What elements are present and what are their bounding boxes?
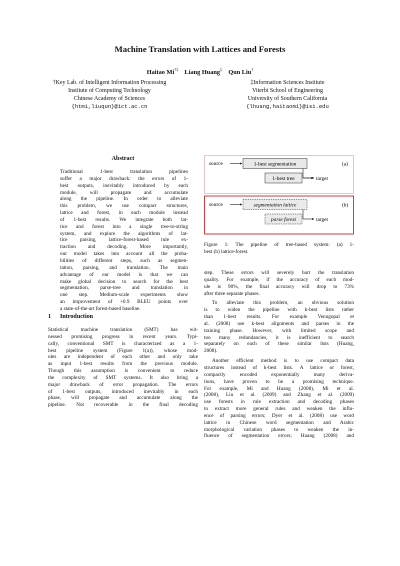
text-line: step. These errors will severely hurt the translation <box>204 270 354 276</box>
section-number: 1 <box>48 314 52 320</box>
text-line: is to widen the pipeline with k-best lists rather <box>204 307 354 314</box>
text-line: 2008). <box>204 348 218 355</box>
text-line: this problem, we use compact structures, <box>60 203 188 210</box>
affiliation-right <box>200 80 375 111</box>
source-label-b: source <box>209 202 223 208</box>
abstract-body <box>60 169 188 313</box>
text-line: best pipeline system (Figure 1(a)), whose mod- <box>48 347 198 354</box>
figure-caption <box>204 242 354 256</box>
text-line: make global decision to search for the best <box>60 278 188 285</box>
text-line: Statistical machine translation (SMT) has wit- <box>48 327 198 333</box>
text-line: our model takes into account all the proba- <box>60 251 188 258</box>
author-list <box>0 67 400 76</box>
text-line: lattice in Chinese word segmentation and Arabic <box>204 419 354 426</box>
text-line: To alleviate this problem, an obvious solution <box>212 300 354 307</box>
text-line: tice and forest into a single tree-to-string <box>60 223 188 230</box>
text-line: lattice and forest, in each module instead <box>60 210 188 217</box>
text-line: ules are independent of each other and only take <box>48 354 198 361</box>
affiliation-email: {htmi,liuqun}@ict.ac.cn <box>71 103 148 111</box>
author-name: Liang Huang <box>184 69 221 77</box>
text-line: Traditional 1-best translation pipelines <box>60 169 188 175</box>
text-line: system, and explore the algorithms of lat- <box>60 230 188 237</box>
text-line: major drawback of error propagation. The errors <box>48 381 198 388</box>
affiliation-line: University of Southern California <box>247 95 328 102</box>
paragraph <box>204 300 354 355</box>
author-mark: † <box>251 67 254 72</box>
paragraph <box>204 358 354 440</box>
text-line: along the pipeline. In order to alleviate <box>60 196 188 203</box>
text-line: the complexity of SMT systems. It also bring a <box>48 374 198 381</box>
text-line: For example, Mi and Huang (2008), Mi et al. <box>204 385 354 392</box>
target-label-a: target <box>316 176 328 182</box>
text-line: a state-of-the-art forest-based baseline. <box>60 305 141 312</box>
affiliation-line: Chinese Academy of Sciences <box>73 95 146 102</box>
text-line: after three separate phases. <box>204 290 260 297</box>
forest-label: parse forest <box>271 217 296 223</box>
target-label-b: target <box>316 217 328 223</box>
text-line: compactly encoded exponentially many deriva- <box>204 371 354 378</box>
section-title: Introduction <box>60 314 94 320</box>
arrow-seg-to-tree <box>303 169 313 179</box>
affiliation-line: ‡Information Sciences Institute <box>250 80 325 86</box>
text-line: one step. Medium-scale experiments show <box>60 292 188 299</box>
text-line: of 1-best outputs, introduced inevitably in each <box>48 388 198 395</box>
text-line: separately on each of these similar lists (Huang, <box>204 341 354 348</box>
text-line: fluence of segmentation errors; Huang (2008) and <box>204 433 354 440</box>
text-line: phase, will propagate and accumulate along the <box>48 395 198 402</box>
text-line: tation, parsing, and translation. The main <box>60 264 188 271</box>
text-line: bilities of different steps, such as segmen- <box>60 257 188 264</box>
text-line: ence of parsing errors; Dyer et al. (2008) use word <box>204 412 354 419</box>
seg-label: 1-best segmentation <box>253 161 297 168</box>
text-line: (2008), Liu et al. (2009) and Zhang et al. (2009) <box>204 392 354 399</box>
text-line: as input 1-best results from the previous module. <box>48 361 198 368</box>
intro-right-column <box>204 270 354 440</box>
text-line: to extract more general rules and weaken the influ- <box>204 406 354 413</box>
text-line: suffer a major drawback: the errors of 1- <box>60 175 188 182</box>
affiliation-email: {lhuang,haitaomi}@isi.edu <box>246 103 329 111</box>
affiliation-line: Institute of Computing Technology <box>68 87 151 94</box>
panel-b-label: (b) <box>342 202 349 209</box>
affiliation-left <box>22 80 197 111</box>
affiliation-line: Viterbi School of Engineering <box>252 87 323 94</box>
text-line: traction and decoding. More importantly, <box>60 244 188 251</box>
affiliation-line: †Key Lab. of Intelligent Information Processing <box>52 80 167 86</box>
panel-a-label: (a) <box>342 161 348 168</box>
text-line: Figure 1: The pipeline of tree-based system: (a) 1- <box>204 242 354 248</box>
text-line: an improvement of +0.9 BLEU points over <box>60 299 188 306</box>
text-line: advantage of our model is that we can <box>60 271 188 278</box>
text-line: too many redundancies, it is inefficient to search <box>204 334 354 341</box>
text-line: morphological variation phases to weaken the in- <box>204 426 354 433</box>
figure-pipeline <box>204 155 354 235</box>
section-heading <box>48 314 93 320</box>
intro-left-column <box>48 327 198 409</box>
source-label: source <box>209 161 223 167</box>
author-mark: ‡ <box>220 67 223 72</box>
text-line: best outputs, inevitably introduced by each <box>60 182 188 189</box>
text-line: segmentation, parse-tree and translation in <box>60 285 188 292</box>
text-line: quality. For example, if the accuracy of each mod- <box>204 276 354 283</box>
text-line: Though this assumption is convenient to reduce <box>48 368 198 375</box>
paper-title: Machine Translation with Lattices and Forests <box>114 44 286 54</box>
author-name: Qun Liu <box>228 69 252 77</box>
author-name: Haitao Mi <box>146 69 175 77</box>
text-line: tions, have proven to be a promising technique. <box>204 378 354 385</box>
abstract-heading: Abstract <box>111 156 135 162</box>
lattice-label: segmentation lattice <box>253 202 297 209</box>
text-line: training phase. However, with limited scope and <box>204 327 354 334</box>
text-line: of 1-best results. We integrate both lat- <box>60 216 188 223</box>
text-line: Another efficient method is to use compact data <box>212 358 354 365</box>
text-line: pipeline. Not recoverable in the final decoding <box>48 402 198 409</box>
text-line: ule is 90%, the final accuracy will drop to 73% <box>204 283 354 290</box>
text-line: best (b) lattice-forest. <box>204 248 249 255</box>
text-line: al. (2008) use k-best alignments and parses in the <box>204 320 354 327</box>
tree-label: 1-best tree <box>272 176 295 182</box>
text-line: use forests in rule extraction and decoding phases <box>204 399 354 406</box>
text-line: tice parsing, lattice-forest-based rule ex- <box>60 237 188 244</box>
text-line: than 1-best results. For example Venugopal et <box>204 314 354 321</box>
text-line: module, will propagate and accumulate <box>60 189 188 196</box>
author-mark: †‡ <box>174 67 179 72</box>
paragraph <box>204 270 354 297</box>
text-line: nessed promising progress in recent years. Typi- <box>48 333 198 340</box>
text-line: structures instead of k-best lists. A lattice or forest, <box>204 364 354 371</box>
text-line: cally, conventional SMT is characterized as a 1- <box>48 340 198 347</box>
